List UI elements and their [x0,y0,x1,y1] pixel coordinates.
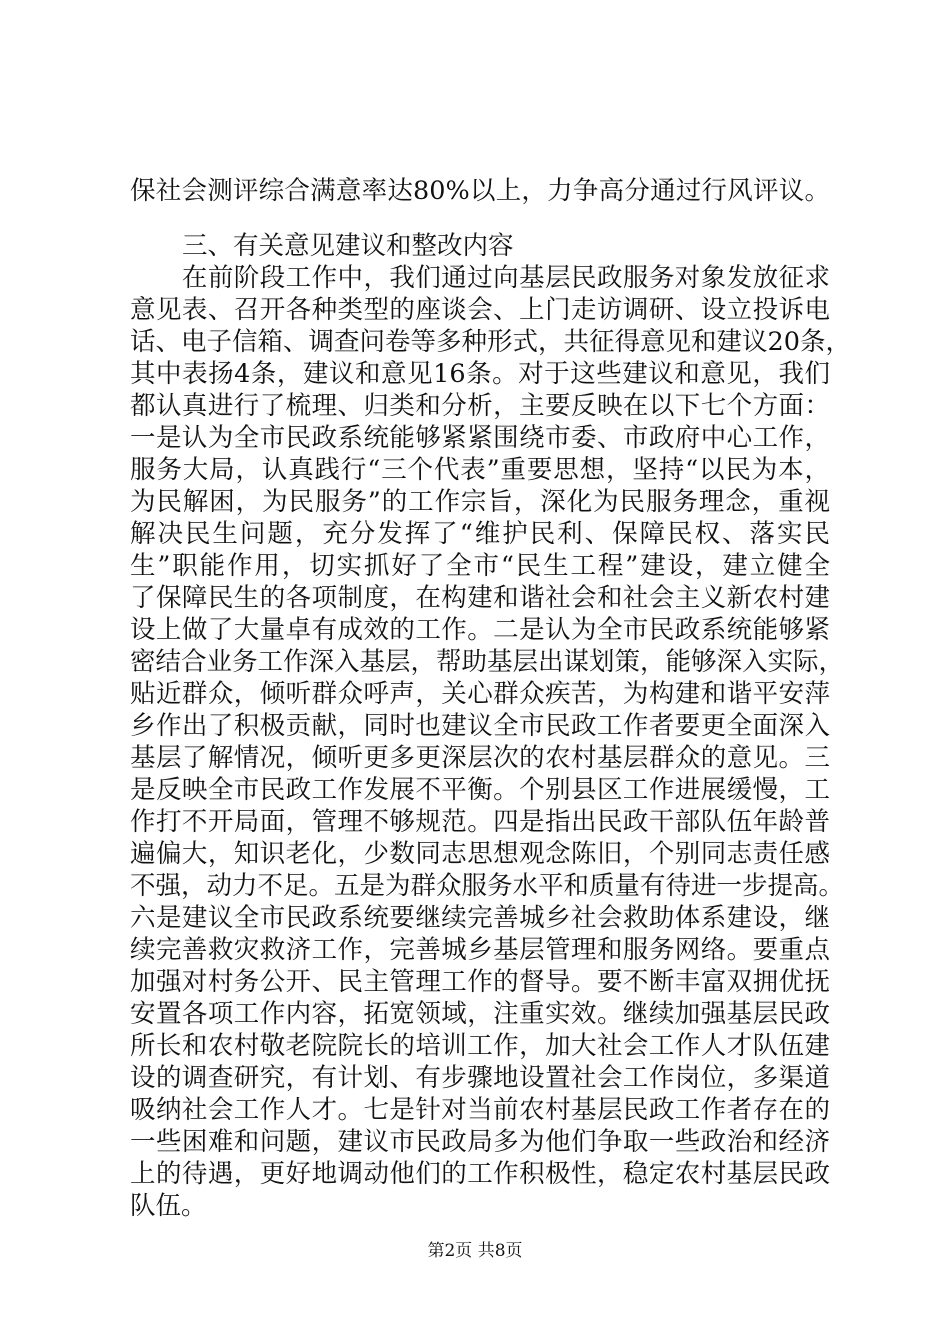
body-line: 安置各项工作内容，拓宽领域，注重实效。继续加强基层民政 [130,999,830,1029]
page-footer: 第2页 共8页 [427,1241,523,1261]
body-line: 其中表扬4条，建议和意见16条。对于这些建议和意见，我们 [130,359,830,389]
body-line: 一是认为全市民政系统能够紧紧围绕市委、市政府中心工作， [130,423,830,453]
body-line: 续完善救灾救济工作，完善城乡基层管理和服务网络。要重点 [130,935,830,965]
body-line: 六是建议全市民政系统要继续完善城乡社会救助体系建设，继 [130,903,830,933]
body-line: 作打不开局面，管理不够规范。四是指出民政干部队伍年龄普 [130,807,830,837]
section-heading: 三、有关意见建议和整改内容 [182,231,514,261]
body-line: 队伍。 [130,1191,207,1221]
body-line: 吸纳社会工作人才。七是针对当前农村基层民政工作者存在的 [130,1095,830,1125]
section-heading-block [130,230,830,262]
body-line: 话、电子信箱、调查问卷等多种形式，共征得意见和建议20条， [130,327,851,357]
body-line: 生”职能作用，切实抓好了全市“民生工程”建设，建立健全 [130,551,830,581]
body-line: 不强，动力不足。五是为群众服务水平和质量有待进一步提高。 [130,871,845,901]
body-line: 是反映全市民政工作发展不平衡。个别县区工作进展缓慢，工 [130,775,830,805]
body-line: 上的待遇，更好地调动他们的工作积极性，稳定农村基层民政 [130,1159,830,1189]
body-line: 基层了解情况，倾听更多更深层次的农村基层群众的意见。三 [130,743,830,773]
body-line: 都认真进行了梳理、归类和分析，主要反映在以下七个方面： [130,391,830,421]
body-paragraph [130,262,851,1222]
top-line: 保社会测评综合满意率达80%以上，力争高分通过行风评议。 [130,176,830,206]
previous-section-tail [130,175,830,207]
body-line: 在前阶段工作中，我们通过向基层民政服务对象发放征求 [130,263,830,293]
body-line: 设的调查研究，有计划、有步骤地设置社会工作岗位，多渠道 [130,1063,830,1093]
body-line: 设上做了大量卓有成效的工作。二是认为全市民政系统能够紧 [130,615,830,645]
body-line: 加强对村务公开、民主管理工作的督导。要不断丰富双拥优抚 [130,967,830,997]
body-line: 意见表、召开各种类型的座谈会、上门走访调研、设立投诉电 [130,295,830,325]
body-line: 服务大局，认真践行“三个代表”重要思想，坚持“以民为本， [130,455,830,485]
body-line: 乡作出了积极贡献，同时也建议全市民政工作者要更全面深入 [130,711,830,741]
body-line: 为民解困，为民服务”的工作宗旨，深化为民服务理念，重视 [130,487,830,517]
body-line: 所长和农村敬老院院长的培训工作，加大社会工作人才队伍建 [130,1031,830,1061]
body-line: 解决民生问题，充分发挥了“维护民利、保障民权、落实民 [130,519,830,549]
body-line: 遍偏大，知识老化，少数同志思想观念陈旧，个别同志责任感 [130,839,830,869]
body-line: 贴近群众，倾听群众呼声，关心群众疾苦，为构建和谐平安萍 [130,679,830,709]
body-line: 了保障民生的各项制度，在构建和谐社会和社会主义新农村建 [130,583,830,613]
body-line: 密结合业务工作深入基层，帮助基层出谋划策，能够深入实际， [130,647,845,677]
body-line: 一些困难和问题，建议市民政局多为他们争取一些政治和经济 [130,1127,830,1157]
